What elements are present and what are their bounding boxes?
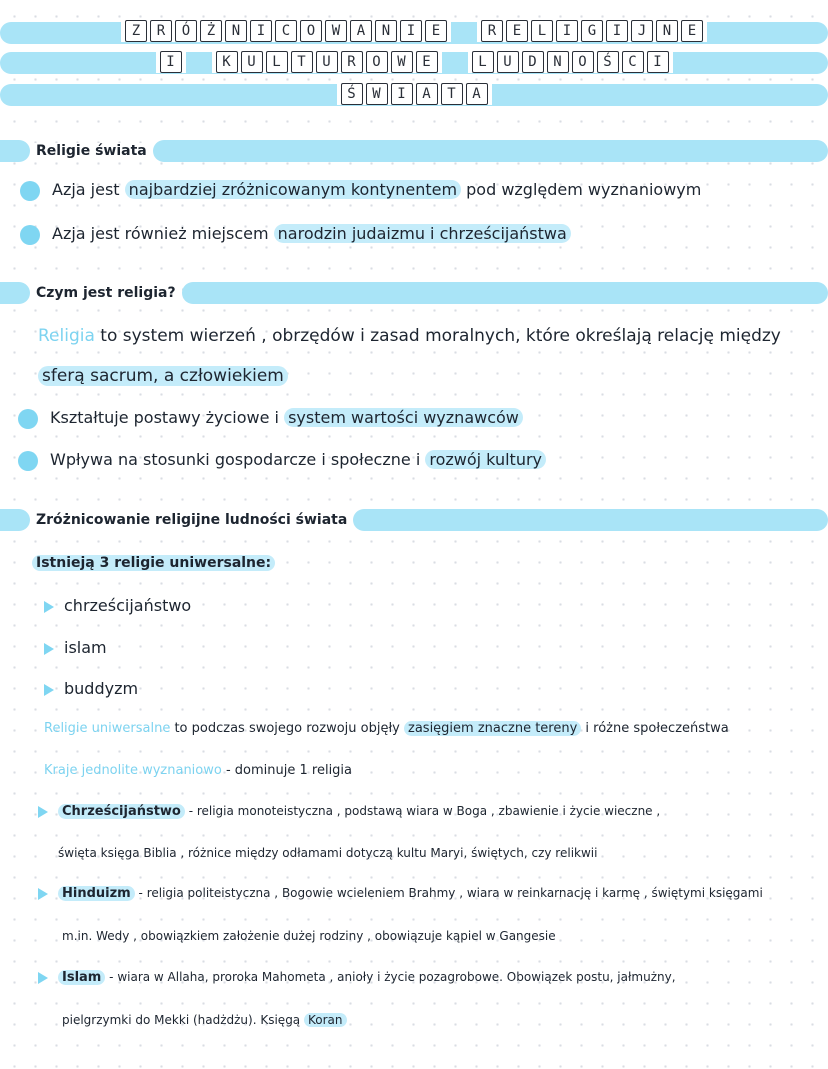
text-part: to system wierzeń , obrzędów i zasad moralnych, które określają relację między [94,326,781,346]
subheading: Istnieją 3 religie uniwersalne: [32,555,275,571]
bullet-line [20,224,571,245]
triangle-bullet-icon [38,806,48,818]
text-part: Kształtuje postawy życiowe i [50,408,285,427]
religion-entry-cont [62,1013,347,1027]
title-word [121,20,451,42]
bullet-line [18,408,523,429]
title-letter-tile: G [581,20,603,42]
religion-name: Islam [58,970,105,985]
title-letter-tile: W [391,51,413,73]
title-row-1 [0,20,828,42]
text-part: Azja jest [52,180,125,199]
title-letter-tile: I [647,51,669,73]
definition-line [38,326,781,346]
title-letter-tile: A [466,83,488,105]
religion-name: Hinduizm [58,886,135,901]
title-letter-tile: N [656,20,678,42]
bullet-dot-icon [20,181,40,201]
title-letter-tile: N [375,20,397,42]
triangle-bullet-icon [38,972,48,984]
title-letter-tile: W [325,20,347,42]
defined-term: Religie uniwersalne [44,721,171,736]
text-part: święta księga Biblia , różnice między odłamami dotyczą kultu Maryi, świętych, czy relikwii [58,846,598,860]
highlighted-text: najbardziej zróżnicowanym kontynentem [125,180,461,199]
title-row-3 [0,83,828,105]
title-letter-tile: C [622,51,644,73]
title-letter-tile: K [216,51,238,73]
list-item-label: chrześcijaństwo [64,596,192,615]
section-title: Zróżnicowanie religijne ludności świata [30,512,353,528]
title-letter-tile: A [350,20,372,42]
religion-entry-cont [62,929,556,943]
bullet-dot-icon [18,451,38,471]
title-letter-tile: L [472,51,494,73]
text-part: - religia monoteistyczna , podstawą wiara w Boga , zbawienie i życie wieczne , [184,804,661,818]
religion-name: Chrześcijaństwo [58,804,185,819]
heading-band-right [353,509,828,531]
title-letter-tile: Z [125,20,147,42]
list-item-label: islam [64,638,107,657]
title-letter-tile: R [341,51,363,73]
title-word [337,83,492,105]
bullet-dot-icon [18,409,38,429]
title-letter-tile: I [391,83,413,105]
title-letter-tile: O [300,20,322,42]
list-item [44,596,191,615]
triangle-bullet-icon [44,643,54,655]
title-letter-tile: T [441,83,463,105]
defined-term: Religia [38,326,95,346]
title-letter-tile: C [275,20,297,42]
section-title: Religie świata [30,143,153,159]
title-letter-tile: U [497,51,519,73]
subheading-line [32,555,275,571]
religion-entry [38,804,660,819]
heading-band-left [0,140,30,162]
defined-term: Kraje jednolite wyznaniowo [44,763,222,778]
text-part: - dominuje 1 religia [221,763,353,778]
section-heading-religie [0,139,828,163]
title-letter-tile: R [481,20,503,42]
section-title: Czym jest religia? [30,285,182,301]
title-letter-tile: J [631,20,653,42]
highlighted-text: zasięgiem znaczne tereny [404,721,581,736]
list-item [44,638,107,657]
heading-band-right [182,282,828,304]
text-part: m.in. Wedy , obowiązkiem założenie dużej rodziny , obowiązuje kąpiel w Gangesie [62,929,556,943]
title-letter-tile: E [416,51,438,73]
title-word [477,20,707,42]
highlighted-text: Koran [304,1013,347,1027]
text-part: Wpływa na stosunki gospodarcze i społeczne [50,450,416,469]
text-part: i różne społeczeństwa [581,721,729,736]
religion-entry-cont [58,846,597,860]
text-part: - wiara w Allaha, proroka Mahometa , anioły i życie pozagrobowe. Obowiązek postu, jałmużny, [105,970,676,984]
title-letter-tile: T [291,51,313,73]
text-part: Azja jest również miejscem [52,224,274,243]
section-heading-zroznicowanie [0,508,828,532]
definition-line [38,366,288,386]
title-letter-tile: R [150,20,172,42]
title-letter-tile: U [241,51,263,73]
section-heading-czym [0,281,828,305]
triangle-bullet-icon [38,888,48,900]
title-letter-tile: Ż [200,20,222,42]
title-letter-tile: A [416,83,438,105]
religion-entry [38,886,763,901]
text-part: - religia politeistyczna , Bogowie wcieleniem Brahmy , wiara w reinkarnację i karmę , świętymi księgami [134,886,763,900]
title-letter-tile: I [250,20,272,42]
list-item [44,679,138,698]
bullet-line [20,180,701,201]
title-letter-tile: E [506,20,528,42]
highlighted-text: rozwój kultury [425,450,546,469]
title-word [212,51,442,73]
title-row-2 [0,51,828,73]
title-letter-tile: L [266,51,288,73]
title-letter-tile: I [160,51,182,73]
title-word [156,51,186,73]
title-letter-tile: O [366,51,388,73]
title-letter-tile: Ś [341,83,363,105]
text-part: to podczas swojego rozwoju objęły [170,721,404,736]
text-part: pielgrzymki do Mekki (hadżdżu). Księgą [62,1013,304,1027]
religion-entry [38,970,676,985]
title-letter-tile: I [400,20,422,42]
text-part: pod względem wyznaniowym [461,180,702,199]
list-item-label: buddyzm [64,679,139,698]
heading-band-left [0,282,30,304]
title-letter-tile: N [547,51,569,73]
heading-band-left [0,509,30,531]
title-letter-tile: N [225,20,247,42]
highlighted-text: sferą sacrum, a człowiekiem [38,366,288,386]
title-letter-tile: O [572,51,594,73]
title-letter-tile: D [522,51,544,73]
bullet-dot-icon [20,225,40,245]
title-letter-tile: I [556,20,578,42]
triangle-bullet-icon [44,684,54,696]
title-letter-tile: I [606,20,628,42]
title-letter-tile: W [366,83,388,105]
title-letter-tile: U [316,51,338,73]
highlighted-text: narodzin judaizmu i chrześcijaństwa [274,224,571,243]
title-letter-tile: E [681,20,703,42]
uniwersalne-line [44,721,729,736]
title-letter-tile: Ś [597,51,619,73]
title-letter-tile: E [425,20,447,42]
heading-band-right [153,140,828,162]
bullet-line [18,450,546,471]
highlighted-text: system wartości wyznawców [284,408,523,427]
triangle-bullet-icon [44,601,54,613]
text-part: i [415,450,426,469]
kraje-line [44,763,352,778]
title-letter-tile: Ó [175,20,197,42]
title-letter-tile: L [531,20,553,42]
title-word [468,51,673,73]
